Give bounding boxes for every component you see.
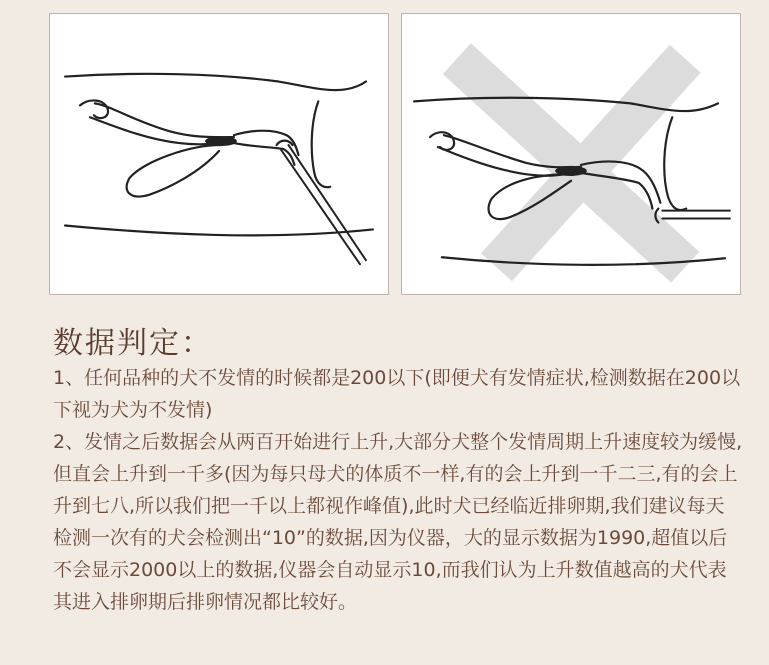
section-heading: 数据判定： xyxy=(53,326,213,361)
uterine-horn-icon xyxy=(430,132,454,150)
x-mark-icon xyxy=(457,59,685,268)
body-outline-top xyxy=(65,74,366,90)
cervix-marker xyxy=(205,136,237,146)
anatomy-illustration-left xyxy=(50,14,388,294)
rear-outline xyxy=(664,117,686,210)
bladder-outline xyxy=(127,145,221,196)
paragraph-rule-1: 1、任何品种的犬不发情的时候都是200以下(即便犬有发情症状,检测数据在200以下视为犬为不发情) xyxy=(53,367,741,421)
probe-icon xyxy=(281,149,360,264)
correct-insertion-diagram xyxy=(49,13,389,295)
anatomy-illustration-right xyxy=(402,14,740,294)
rear-outline xyxy=(312,101,330,187)
cervix-marker xyxy=(555,166,587,176)
incorrect-insertion-diagram xyxy=(401,13,741,295)
body-outline-bottom xyxy=(65,225,373,235)
paragraph-rule-2: 2、发情之后数据会从两百开始进行上升,大部分犬整个发情周期上升速度较为缓慢,但直会上升到一千多(因为每只母犬的体质不一样,有的会上升到一千二三,有的会上升到七八,所以我们把一千以上都视作峰值),此时犬已经临近排卵期,我们建议每天检测一次有的犬会检测出“10”的数据,因为仪器，大的显示数据为1990,超值以后不会显示2000以上的数据,仪器会自动显示10,而我们认为上升数值越高的犬代表其进入排卵期后排卵情况都比较好。 xyxy=(53,431,743,613)
